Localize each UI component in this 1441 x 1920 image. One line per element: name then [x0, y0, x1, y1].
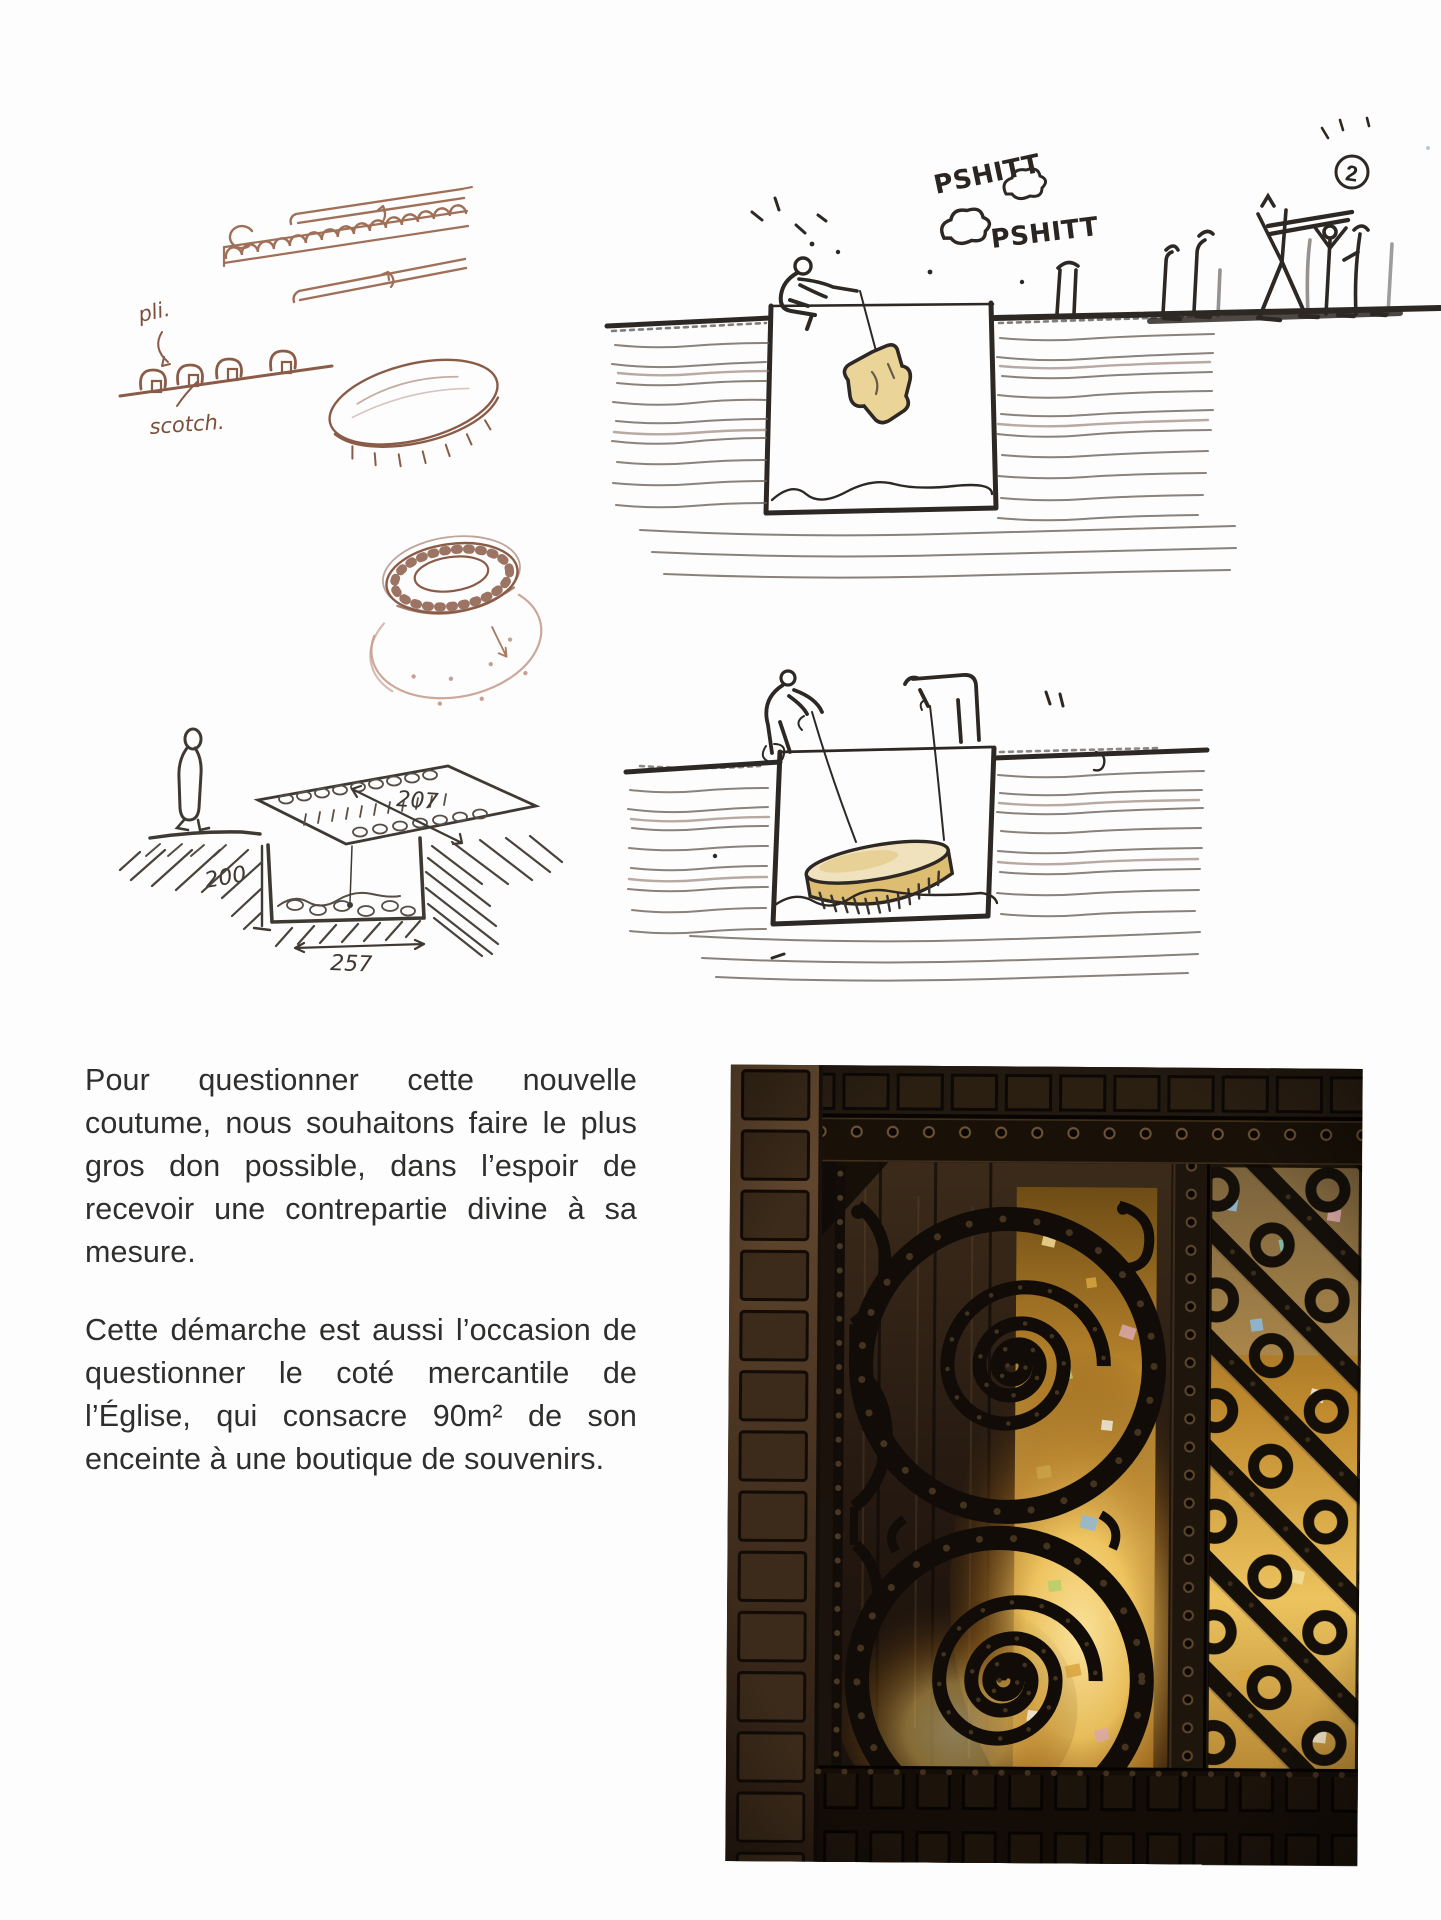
dim-200: 200 [202, 861, 249, 894]
sketch-slat-assembly [224, 187, 472, 302]
sketch-pit-perspective [120, 729, 562, 977]
text-line: enceinte à une boutique de souvenirs. [85, 1442, 605, 1476]
paragraph-2 [85, 1309, 637, 1481]
sketch-crimped-ring [378, 528, 525, 622]
dim-207: 207 [395, 787, 440, 815]
sketch-tape-loops [120, 297, 332, 439]
text-line: recevoir une contrepartie divine à sa [85, 1192, 637, 1226]
sheet-number: 2 [1343, 160, 1360, 187]
paragraph-1 [85, 1059, 637, 1274]
text-line: Cette démarche est aussi l’occasion de [85, 1313, 637, 1347]
sketch-coin-disc [321, 345, 512, 484]
sound-pshitt-2: PSHITT [989, 211, 1101, 255]
cartoon-lowering-coin [626, 671, 1207, 981]
dim-257: 257 [329, 951, 373, 978]
sound-pshitt-1: PSHITT [931, 148, 1044, 201]
text-line: questionner le coté mercantile de [85, 1356, 637, 1390]
photo-vignette [725, 1065, 1363, 1866]
label-scotch: scotch. [148, 409, 226, 439]
label-pli: pli. [136, 296, 173, 327]
text-line: mesure. [85, 1235, 196, 1269]
gate-photo [725, 1064, 1363, 1866]
gate-photo-image [725, 1064, 1363, 1866]
text-line: l’Église, qui consacre 90m² de son [85, 1399, 637, 1433]
text-line: coutume, nous souhaitons faire le plus [85, 1106, 637, 1140]
text-line: Pour questionner cette nouvelle [85, 1063, 637, 1097]
text-line: gros don possible, dans l’espoir de [85, 1149, 637, 1183]
cartoon-offering-nugget [607, 118, 1440, 578]
